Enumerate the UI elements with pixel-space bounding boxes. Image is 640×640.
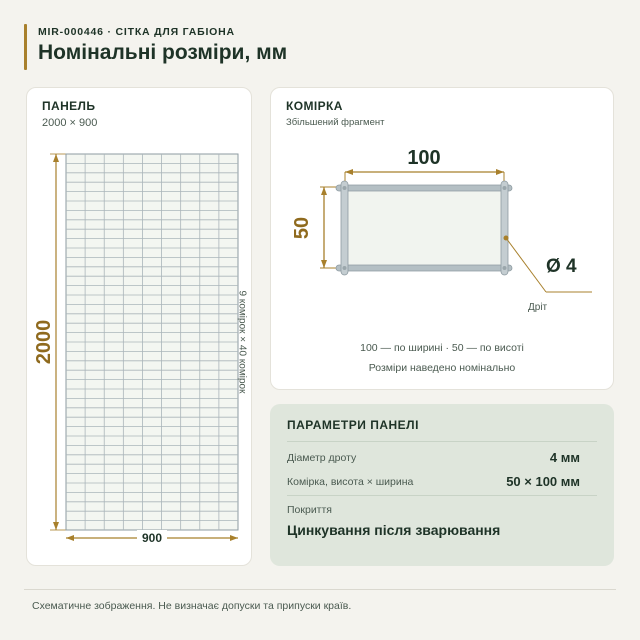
cell-size-param: 50 × 100 мм bbox=[506, 474, 580, 489]
coating-value: Цинкування після зварювання bbox=[287, 522, 501, 538]
wire-diameter-param: 4 мм bbox=[549, 450, 580, 465]
panel-label: ПАНЕЛЬ bbox=[42, 99, 96, 113]
cell-subtitle: Збільшений фрагмент bbox=[286, 117, 385, 128]
cell-height-value: 50 bbox=[291, 216, 313, 240]
footer-note: Схематичне зображення. Не визначає допуски та припуски країв. bbox=[32, 600, 352, 612]
panel-width-value: 900 bbox=[141, 531, 163, 545]
parameters-divider bbox=[287, 441, 597, 442]
cell-dimension-note: 100 — по ширині · 50 — по висоті bbox=[360, 342, 524, 354]
wire-diameter-label: Діаметр дроту bbox=[287, 452, 357, 464]
parameters-divider-2 bbox=[287, 495, 597, 496]
cell-height-dimension bbox=[320, 187, 336, 268]
panel-height-value: 2000 bbox=[33, 319, 55, 365]
cell-width-dimension bbox=[345, 169, 504, 184]
cell-fragment bbox=[336, 181, 512, 275]
panel-grid bbox=[66, 154, 238, 530]
cell-nominal-note: Розміри наведено номінально bbox=[368, 362, 516, 374]
cell-width-value: 100 bbox=[407, 147, 441, 169]
panel-size: 2000 × 900 bbox=[42, 117, 98, 129]
wire-label: Дріт bbox=[528, 302, 548, 313]
panel-cells-caption: 9 комірок × 40 комірок bbox=[236, 290, 248, 394]
footer-divider bbox=[24, 589, 616, 590]
panel-parameters-card bbox=[270, 404, 614, 566]
cell-label: КОМІРКА bbox=[286, 99, 343, 113]
wire-diameter-value: Ø 4 bbox=[546, 256, 577, 277]
product-code: MIR-000446 · СІТКА ДЛЯ ГАБІОНА bbox=[38, 26, 235, 38]
coating-label: Покриття bbox=[287, 504, 332, 516]
page-title: Номінальні розміри, мм bbox=[38, 41, 288, 64]
parameters-title: ПАРАМЕТРИ ПАНЕЛІ bbox=[287, 418, 419, 432]
cell-size-label: Комірка, висота × ширина bbox=[287, 476, 414, 488]
